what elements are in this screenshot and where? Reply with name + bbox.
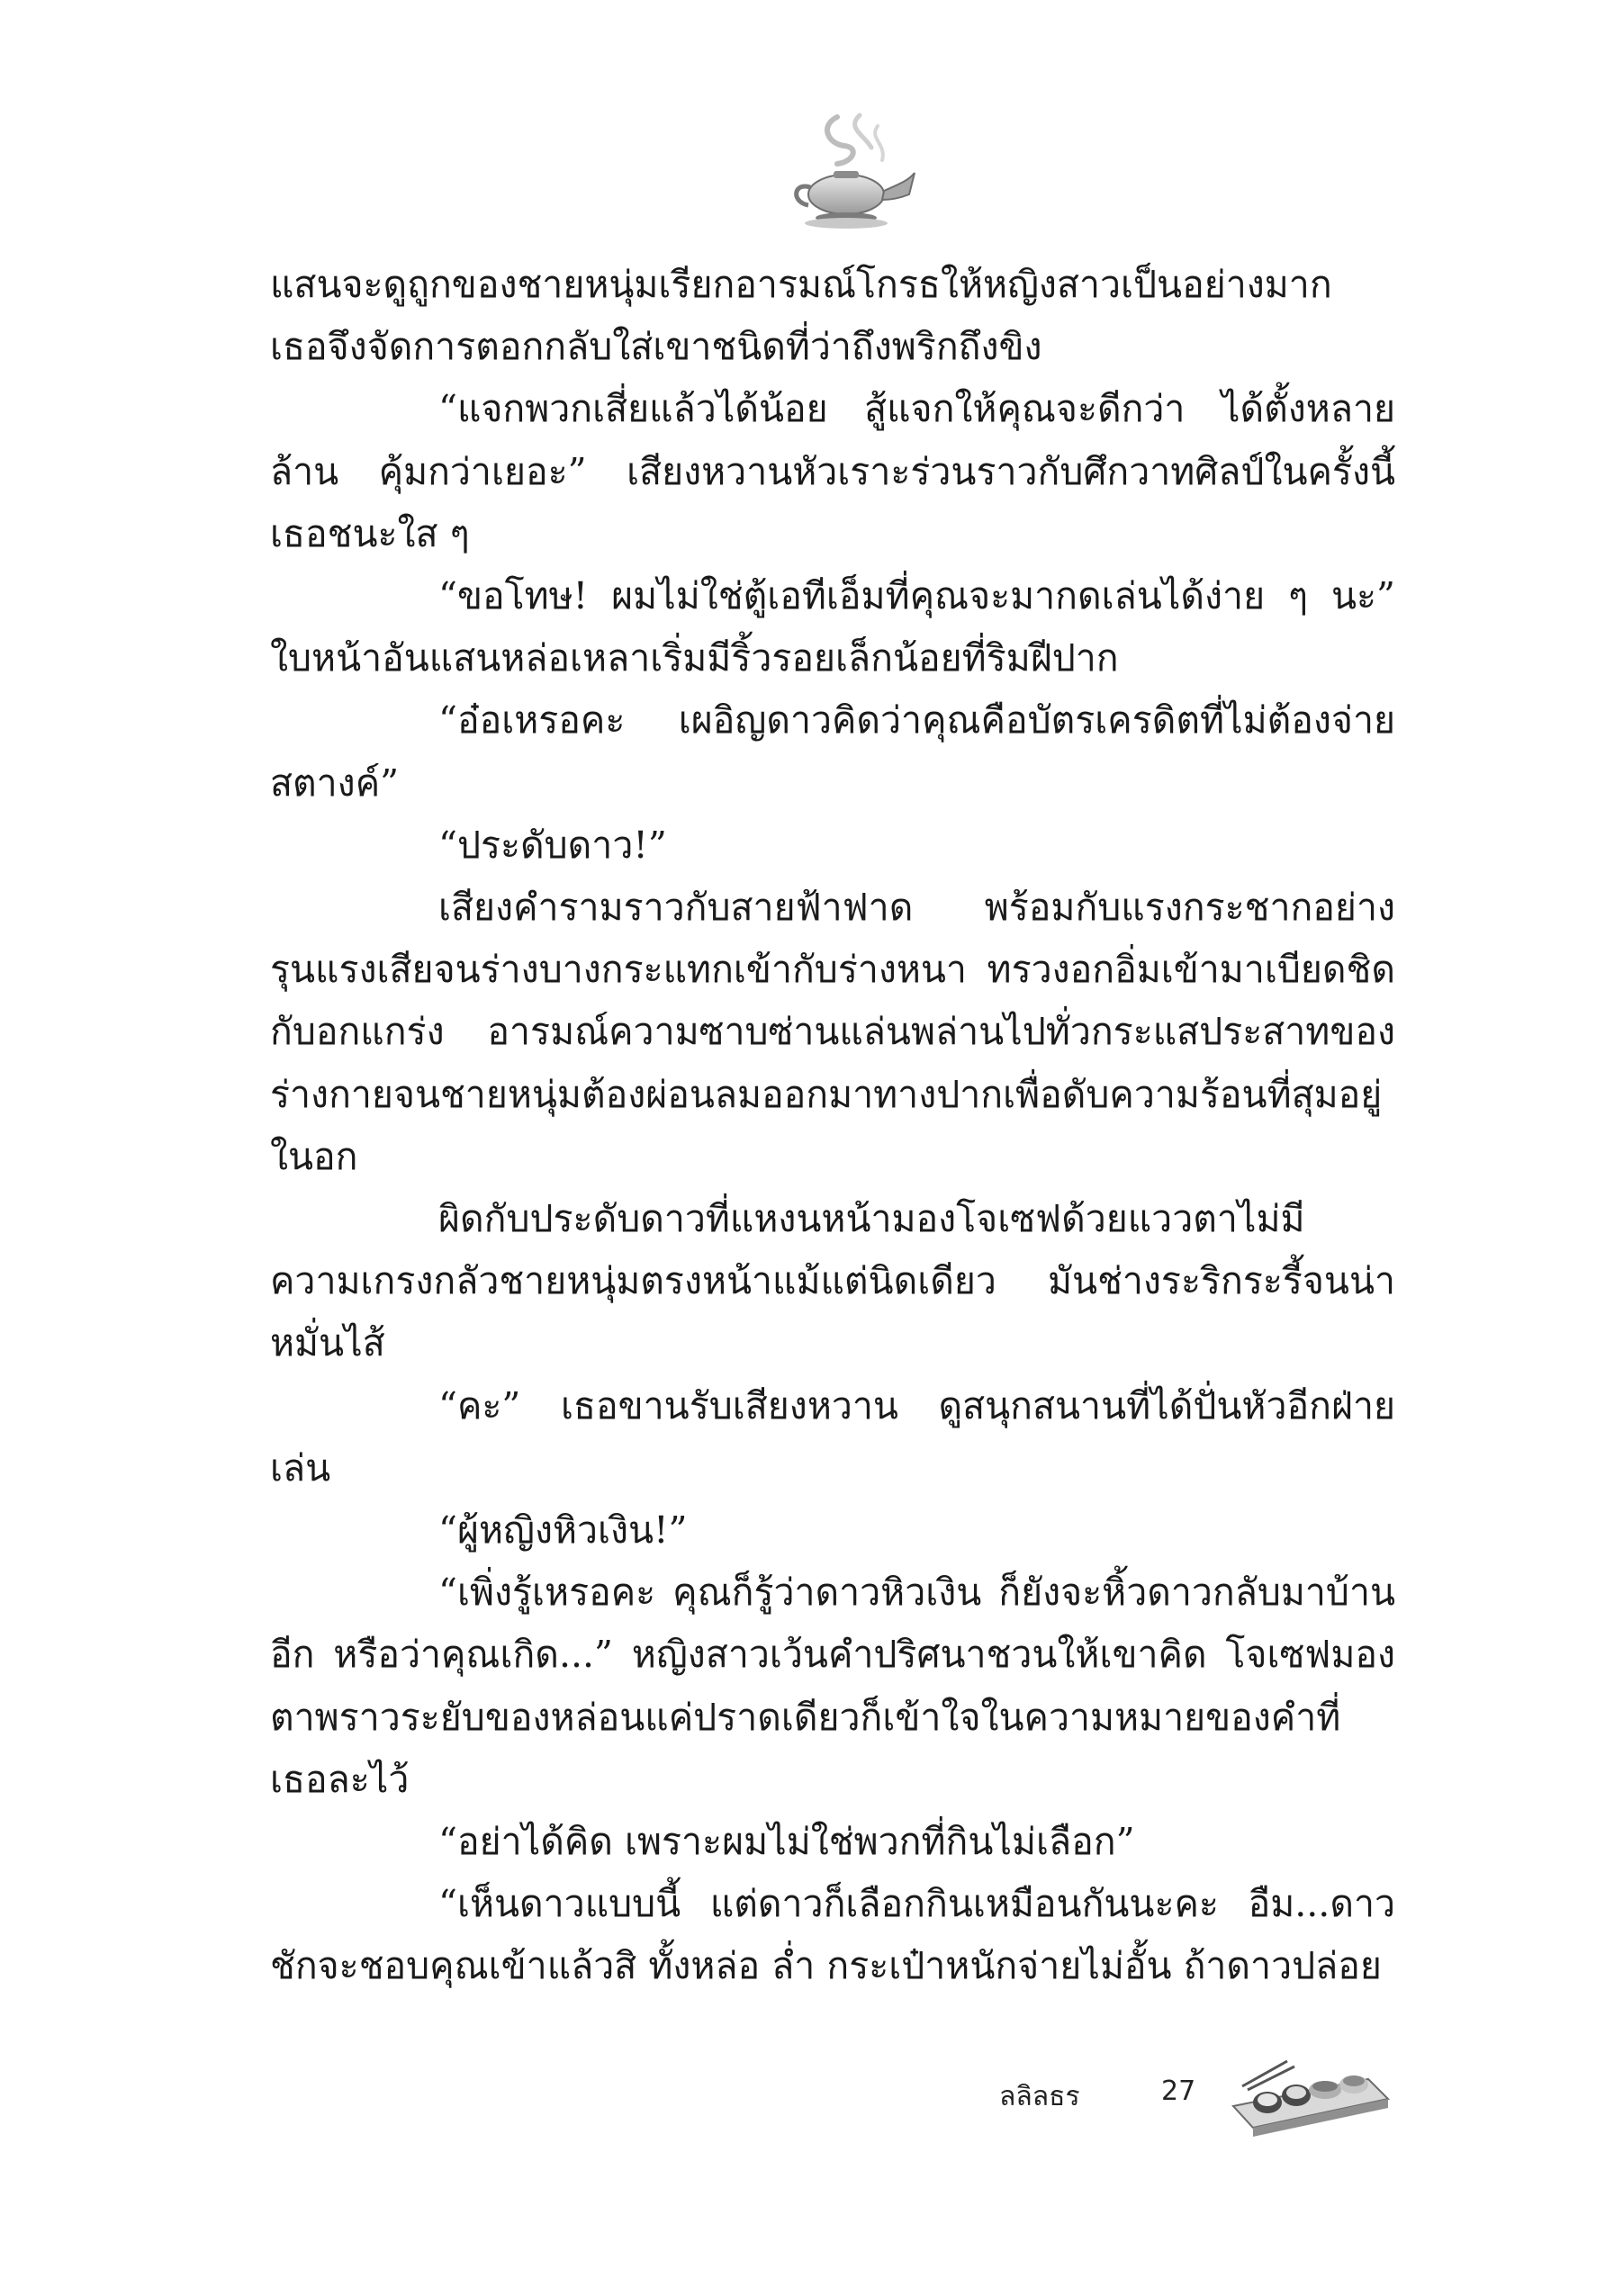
paragraph: “อ๋อเหรอคะ เผอิญดาวคิดว่าคุณคือบัตรเครดิตที่ไม่ต้องจ่ายสตางค์” — [270, 698, 1395, 805]
paragraph: ผิดกับประดับดาวที่แหงนหน้ามองโจเซฟด้วยแววตาไม่มีความเกรงกลัวชายหนุ่มตรงหน้าแม้แต่นิดเดียว มันช่างระริกระรี้จนน่าหมั่นไส้ — [270, 1197, 1395, 1365]
paragraph: “ขอโทษ! ผมไม่ใช่ตู้เอทีเอ็มที่คุณจะมากดเล่นได้ง่าย ๆ นะ” ใบหน้าอันแสนหล่อเหลาเริ่มมีริ้วรอยเล็กน้อยที่ริมฝีปาก — [270, 574, 1395, 680]
paragraph: “อย่าได้คิด เพราะผมไม่ใช่พวกที่กินไม่เลือก” — [438, 1820, 1135, 1864]
running-title: ลลิลธร — [999, 2081, 1080, 2112]
paragraph: แสนจะดูถูกของชายหนุ่มเรียกอารมณ์โกรธให้หญิงสาวเป็นอย่างมาก เธอจึงจัดการตอกกลับใส่เขาชนิดที่ว่าถึงพริกถึงขิง — [270, 263, 1332, 369]
sushi-platter-icon — [1224, 2043, 1395, 2142]
paragraph: “ผู้หญิงหิวเงิน!” — [438, 1508, 688, 1553]
paragraph: เสียงคำรามราวกับสายฟ้าฟาด พร้อมกับแรงกระชากอย่างรุนแรงเสียจนร่างบางกระแทกเข้ากับร่างหนา ทรวงอกอิ่มเข้ามาเบียดชิดกับอกแกร่ง อารมณ์ความซาบซ่านแล่นพล่านไปทั่วกระแสประสาทของร่างกายจนชายหนุ่มต้องผ่อนลมออกมาทางปากเพื่อดับความร้อนที่สุมอยู่ในอก — [270, 886, 1395, 1178]
paragraph: “เพิ่งรู้เหรอคะ คุณก็รู้ว่าดาวหิวเงิน ก็ยังจะหิ้วดาวกลับมาบ้านอีก หรือว่าคุณเกิด...” หญิงสาวเว้นคำปริศนาชวนให้เขาคิด โจเซฟมองตาพราวระยับของหล่อนแค่ปราดเดียวก็เข้าใจในความหมายของคำที่เธอละไว้ — [270, 1571, 1395, 1801]
teapot-icon — [774, 108, 918, 234]
page-number: 27 — [1161, 2075, 1196, 2107]
paragraph: “ประดับดาว!” — [438, 823, 667, 867]
paragraph: “เห็นดาวแบบนี้ แต่ดาวก็เลือกกินเหมือนกันนะคะ อืม...ดาวชักจะชอบคุณเข้าแล้วสิ ทั้งหล่อ ล่ำ กระเป๋าหนักจ่ายไม่อั้น ถ้าดาวปล่อย — [270, 1882, 1395, 1988]
paragraph: “แจกพวกเสี่ยแล้วได้น้อย สู้แจกให้คุณจะดีกว่า ได้ตั้งหลายล้าน คุ้มกว่าเยอะ” เสียงหวานหัวเราะร่วนราวกับศึกวาทศิลป์ในครั้งนี้เธอชนะใส ๆ — [270, 387, 1395, 555]
body-text — [270, 254, 1395, 1998]
paragraph: “คะ” เธอขานรับเสียงหวาน ดูสนุกสนานที่ได้ปั่นหัวอีกฝ่ายเล่น — [270, 1383, 1395, 1490]
